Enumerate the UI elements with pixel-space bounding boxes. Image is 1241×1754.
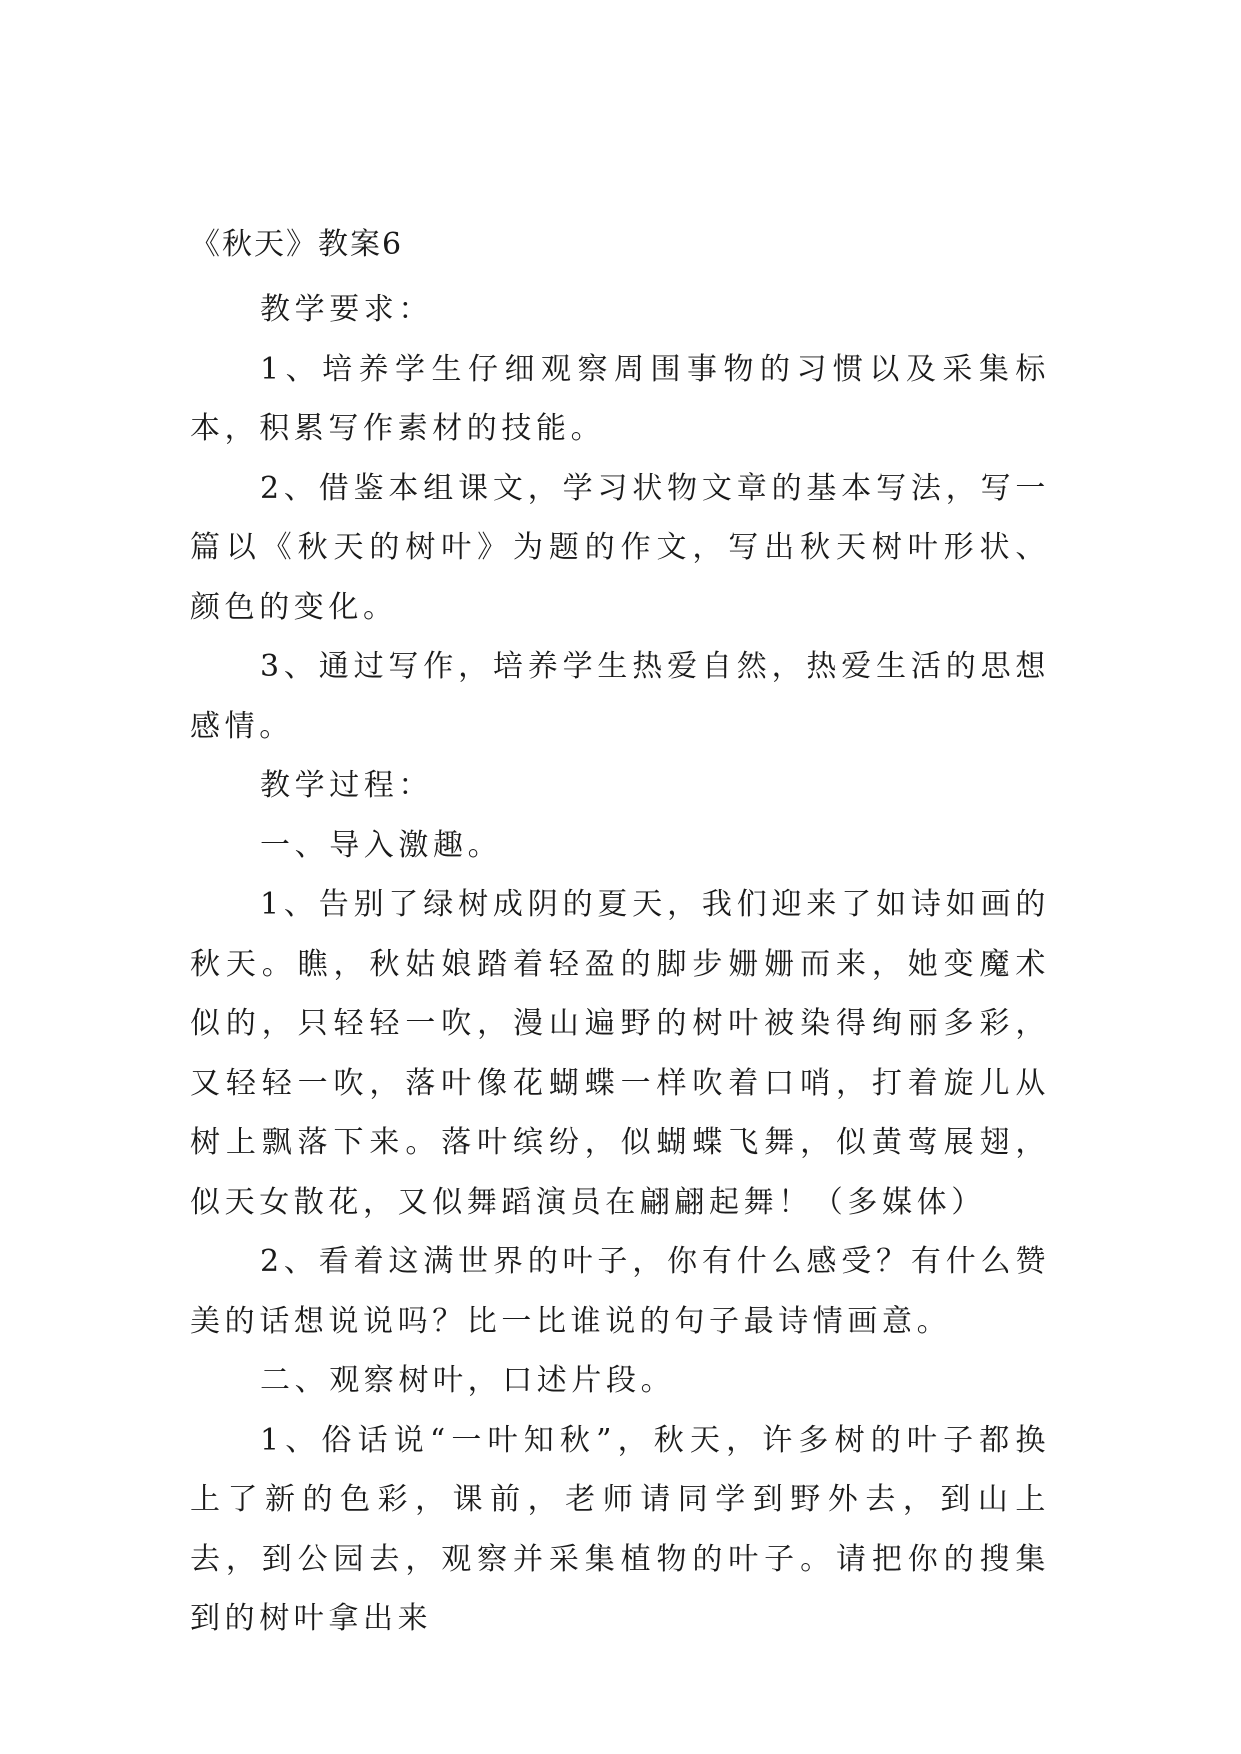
paragraph: 1、俗话说“一叶知秋”，秋天，许多树的叶子都换上了新的色彩，课前，老师请同学到野外去，到山上去，到公园去，观察并采集植物的叶子。请把你的搜集到的树叶拿出来 [190,1422,1050,1636]
document-body [190,280,1050,1649]
section-heading-process: 教学过程： [260,768,433,803]
subsection-heading: 一、导入激趣。 [260,827,503,863]
paragraph: 3、通过写作，培养学生热爱自然，热爱生活的思想感情。 [190,649,1050,744]
subsection-heading: 二、观察树叶，口述片段。 [260,1363,676,1398]
paragraph: 2、看着这满世界的叶子，你有什么感受？有什么赞美的话想说说吗？比一比谁说的句子最诗情画意。 [190,1244,1050,1339]
paragraph: 1、告别了绿树成阴的夏天，我们迎来了如诗如画的秋天。瞧，秋姑娘踏着轻盈的脚步姗姗而来，她变魔术似的，只轻轻一吹，漫山遍野的树叶被染得绚丽多彩，又轻轻一吹，落叶像花蝴蝶一样吹着口哨，打着旋儿从树上飘落下来。落叶缤纷，似蝴蝶飞舞，似黄莺展翅，似天女散花，又似舞蹈演员在翩翩起舞！（多媒体） [190,887,1050,1220]
document-title: 《秋天》教案6 [190,227,404,262]
paragraph: 1、培养学生仔细观察周围事物的习惯以及采集标本，积累写作素材的技能。 [190,351,1050,446]
section-heading-requirements: 教学要求： [260,292,433,327]
paragraph: 2、借鉴本组课文，学习状物文章的基本写法，写一篇以《秋天的树叶》为题的作文，写出秋天树叶形状、颜色的变化。 [190,470,1050,625]
